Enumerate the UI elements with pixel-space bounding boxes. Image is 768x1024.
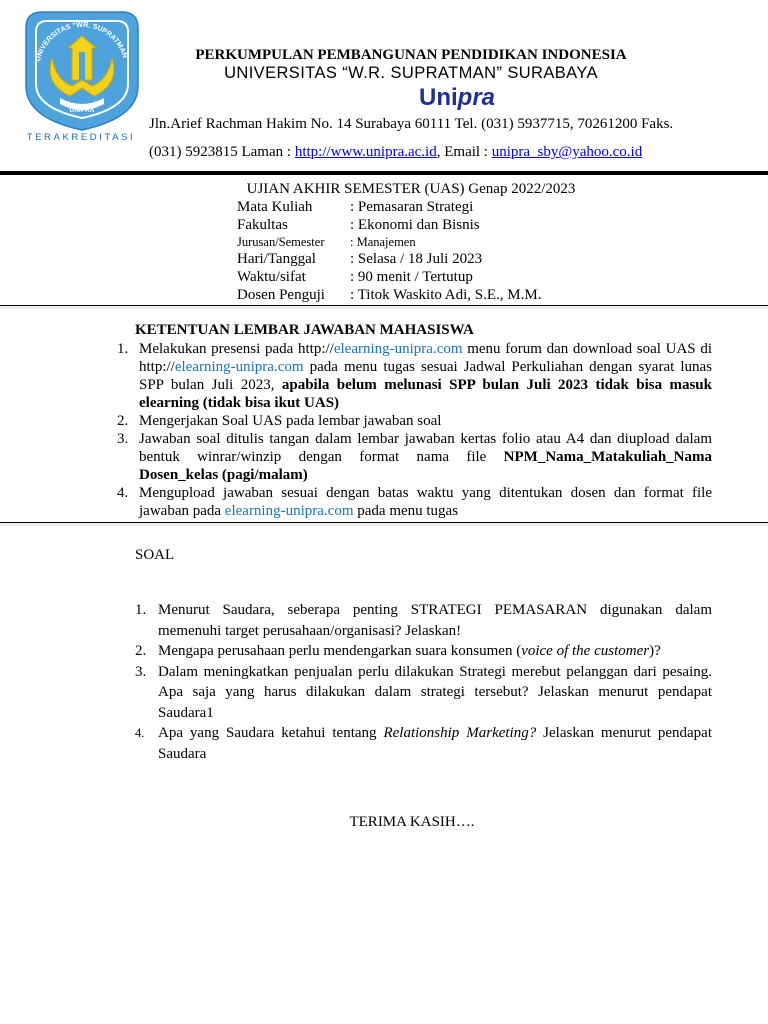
elearning-link[interactable]: elearning-unipra.com	[224, 503, 354, 519]
question-item: 1. Menurut Saudara, seberapa penting STRATEGI PEMASARAN digunakan dalam memenuhi target perusahaan/organisasi? Jelaskan!	[135, 602, 712, 639]
university-name: UNIVERSITAS “W.R. SUPRATMAN” SURABAYA	[224, 64, 598, 82]
question-list	[130, 600, 712, 764]
organization-name: PERKUMPULAN PEMBANGUNAN PENDIDIKAN INDONESIA	[195, 47, 627, 63]
list-item: 4. Mengupload jawaban sesuai dengan batas waktu yang ditentukan dosen dan format file jawaban pada elearning-unipra.com pada menu tugas	[117, 485, 712, 519]
question-item: 2. Mengapa perusahaan perlu mendengarkan suara konsumen (voice of the customer)?	[135, 643, 661, 659]
ketentuan-title: KETENTUAN LEMBAR JAWABAN MAHASISWA	[135, 322, 474, 338]
website-link[interactable]: http://www.unipra.ac.id	[294, 144, 437, 160]
elearning-link[interactable]: elearning-unipra.com	[333, 341, 463, 357]
elearning-link[interactable]: elearning-unipra.com	[174, 359, 304, 375]
info-row: Dosen Penguji : Titok Waskito Adi, S.E., M.M.	[237, 287, 542, 303]
logo-text-bottom: UNIPRA	[69, 107, 95, 114]
university-logo	[22, 8, 142, 148]
address-line-1: Jln.Arief Rachman Hakim No. 14 Surabaya 60111 Tel. (031) 5937715, 70261200 Faks.	[149, 116, 674, 132]
info-row: Hari/Tanggal : Selasa / 18 Juli 2023	[237, 251, 483, 267]
address-line-2: (031) 5923815 Laman : http://www.unipra.ac.id, Email : unipra_sby@yahoo.co.id	[149, 144, 643, 160]
list-item: 1. Melakukan presensi pada http://elearning-unipra.com menu forum dan download soal UAS di http://elearning-unipra.com pada menu tugas sesuai Jadwal Perkuliahan dengan syarat lunas SPP bulan Juli 2023, apabila belum melunasi SPP bulan Juli 2023 tidak bisa masuk elearning (tidak bisa ikut UAS)	[117, 341, 712, 411]
info-row: Mata Kuliah : Pemasaran Strategi	[237, 199, 474, 215]
question-item: 3. Dalam meningkatkan penjualan perlu dilakukan Strategi merebut pelanggan dari pesaing. Apa saja yang harus dilakukan dalam strategi tersebut? Jelaskan menurut pendapat Saudara1	[135, 663, 712, 721]
soal-label: SOAL	[135, 547, 175, 563]
exam-divider	[0, 305, 768, 306]
info-row: Waktu/sifat : 90 menit / Tertutup	[237, 269, 473, 285]
question-item: 4. Apa yang Saudara ketahui tentang Relationship Marketing? Jelaskan menurut pendapat Saudara	[135, 725, 713, 762]
closing-text: TERIMA KASIH….	[349, 814, 475, 830]
ketentuan-divider	[0, 522, 768, 523]
logo-text-top: UNIVERSITAS "WR. SUPRATMAN"	[32, 19, 132, 63]
accreditation-label: TERAKREDITASI	[26, 132, 136, 143]
email-link[interactable]: unipra_sby@yahoo.co.id	[491, 144, 643, 160]
list-item: 2. Mengerjakan Soal UAS pada lembar jawaban soal	[117, 413, 442, 429]
exam-title: UJIAN AKHIR SEMESTER (UAS) Genap 2022/2023	[246, 181, 576, 197]
brand-name: Unipra	[418, 84, 496, 111]
info-row: Fakultas : Ekonomi dan Bisnis	[237, 217, 480, 233]
info-row: Jurusan/Semester : Manajemen	[237, 235, 416, 249]
header-divider	[0, 171, 768, 175]
ketentuan-list	[110, 340, 712, 520]
list-item: 3. Jawaban soal ditulis tangan dalam lembar jawaban kertas folio atau A4 dan diupload dalam bentuk winrar/winzip dengan format nama file NPM_Nama_Matakuliah_Nama Dosen_kelas (pagi/malam)	[117, 431, 712, 483]
